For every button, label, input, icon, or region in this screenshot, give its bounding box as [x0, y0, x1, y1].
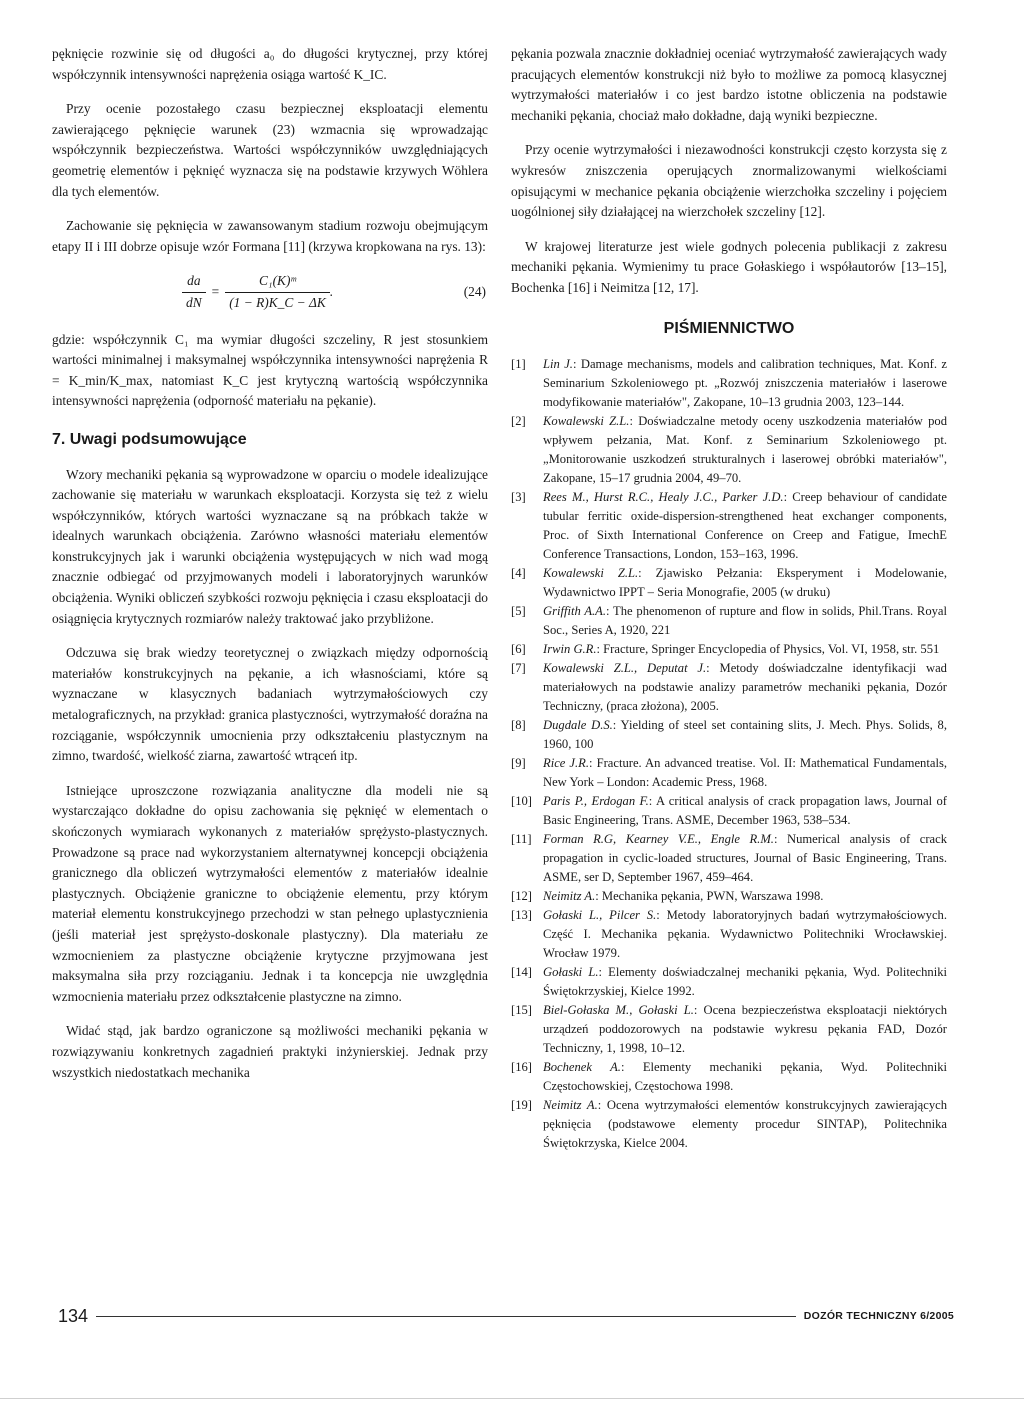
reference-text: [543, 754, 947, 792]
equation-number: (24): [463, 284, 486, 300]
reference-details: : Mechanika pękania, PWN, Warszawa 1998.: [595, 889, 824, 904]
lhs-denominator: dN: [182, 292, 206, 314]
paragraph: gdzie: współczynnik C₁ ma wymiar długości szczeliny, R jest stosunkiem wartości minimalnej i maksymalnej współczynnika intensywności naprężenia R = K_min/K_max, natomiast K_C jest krytyczną wartością współczynnika intensywności naprężenia (odporność materiału na pękanie).: [52, 331, 488, 409]
left-column: [52, 44, 488, 1097]
reference-number: [2]: [511, 414, 526, 429]
reference-details: : Damage mechanisms, models and calibration techniques, Mat. Konf. z Seminarium Szkoleniowego pt. „Rozwój zniszczenia materiałów i laserowe modyfikowanie materiałów", Zakopane, 10–13 grudnia 2003, 123–144.: [543, 357, 947, 410]
paragraph: Istniejące uproszczone rozwiązania analityczne dla modeli nie są wystarczająco dokładne do opisu zachowania się pęknięć w elementach o skończonych wymiarach wykonanych z materiałów sprężysto-plastycznych. Prowadzone są prace nad wykorzystaniem alternatywnej koncepcji obciążenia granicznego dla obliczeń wytrzymałości elementów z materiałów idealnie plastycznych. Obciążenie graniczne to obciążenie elementu, przy którym materiał elementu konstrukcyjnego przechodzi w stan pełnego uplastycznienia (jeśli materiał jest sprężysto-doskonale plastyczny). Dla materiału ze wzmocnieniem za plastyczne obciążenie krytyczne przyjmowana jest maksymalna siła przy rozciąganiu. Jednak i ta koncepcja nie uwzględnia wzmocnienia materiału przez odkształcenie plastyczne na zimno.: [52, 782, 488, 1004]
reference-text: [543, 602, 947, 640]
paragraph: W krajowej literaturze jest wiele godnych polecenia publikacji z zakresu mechaniki pękania. Wymienimy tu prace Gołaskiego i współautorów [13–15], Bochenka [16] i Neimitza [12, 17].: [511, 238, 947, 295]
reference-authors: Biel-Gołaska M., Gołaski L.: [543, 1003, 694, 1018]
reference-number: [6]: [511, 642, 526, 657]
section-heading: 7. Uwagi podsumowujące: [52, 430, 247, 448]
reference-authors: Rice J.R.: [543, 756, 590, 771]
reference-text: [543, 830, 947, 887]
reference-item: [511, 640, 947, 659]
reference-authors: Kowalewski Z.L.: [543, 414, 630, 429]
journal-name: DOZÓR TECHNICZNY 6/2005: [803, 1310, 954, 1322]
reference-number: [10]: [511, 794, 532, 809]
reference-text: [543, 1001, 947, 1058]
reference-authors: Dugdale D.S.: [543, 718, 613, 733]
reference-item: [511, 412, 947, 488]
reference-details: : The phenomenon of rupture and flow in solids, Phil.Trans. Royal Soc., Series A, 1920, 221: [543, 604, 947, 638]
reference-item: [511, 355, 947, 412]
paragraph: Widać stąd, jak bardzo ograniczone są możliwości mechaniki pękania w rozwiązywaniu konkretnych zagadnień praktyki inżynierskiej. Jednak przy wszystkich niedostatkach mechanika: [52, 1023, 488, 1080]
reference-authors: Lin J.: [543, 357, 573, 372]
reference-details: : Metody laboratoryjnych badań wytrzymałościowych. Część I. Mechanika pękania. Wydawnictwo Politechniki Wrocławskiej. Wrocław 1979.: [543, 908, 947, 961]
reference-authors: Kowalewski Z.L.: [543, 566, 639, 581]
reference-authors: Irwin G.R.: [543, 642, 597, 657]
reference-item: [511, 659, 947, 716]
reference-details: : Ocena bezpieczeństwa eksploatacji niektórych urządzeń poddozorowych na podstawie wykresu pękania FAD, Dozór Techniczny, 1, 1998, 10–12.: [543, 1003, 947, 1056]
rhs-fraction: [225, 271, 330, 313]
reference-number: [16]: [511, 1060, 532, 1075]
paragraph: Wzory mechaniki pękania są wyprowadzone w oparciu o modele idealizujące zachowanie się materiału w warunkach eksploatacji. Korzysta się też z wielu współczynników, których wartości wyznaczane są na próbkach także w idealnych warunkach obciążenia. Zarówno własności materiału elementów konstrukcyjnych jak i warunki obciążenia występujących w nich wad mogą znacznie odbiegać od przyjmowanych modeli i laboratoryjnych warunków obciążenia. Wyniki obliczeń szybkości rozwoju pęknięcia i czasu eksploatacji do osiągnięcia krytycznych rozmiarów należy traktować jako przybliżone.: [52, 466, 488, 626]
reference-details: : Ocena wytrzymałości elementów konstrukcyjnych zawierających pęknięcia (podstawowe elementy procedur SINTAP), Politechnika Świętokrzyska, Kielce 2004.: [543, 1098, 947, 1151]
reference-item: [511, 830, 947, 887]
reference-number: [15]: [511, 1003, 532, 1018]
reference-authors: Gołaski L.: [543, 965, 599, 980]
lhs-fraction: [182, 271, 206, 313]
right-column: [511, 44, 947, 1153]
reference-text: [543, 1096, 947, 1153]
reference-authors: Gołaski L., Pilcer S.: [543, 908, 657, 923]
reference-item: [511, 1096, 947, 1153]
paragraph: pęknięcie rozwinie się od długości a₀ do długości krytycznej, przy której współczynnik intensywności naprężenia osiąga wartość K_IC.: [52, 46, 488, 82]
reference-item: [511, 887, 947, 906]
equation-period: .: [329, 284, 334, 300]
reference-number: [8]: [511, 718, 526, 733]
reference-authors: Neimitz A.: [543, 889, 596, 904]
reference-text: [543, 659, 947, 716]
page-edge-line: [0, 1398, 1024, 1399]
reference-text: [543, 564, 947, 602]
paragraph: Zachowanie się pęknięcia w zawansowanym stadium rozwoju obejmującym etapy II i III dobrze opisuje wzór Formana [11] (krzywa kropkowana na rys. 13):: [52, 218, 488, 254]
reference-details: : Creep behaviour of candidate tubular ferritic oxide-dispersion-strengthened heat exchanger components, Proc. of Sixth International Conference on Creep and Fatigue, ImechE Conference Transactions, London, 153–163, 1996.: [543, 490, 947, 562]
footer-rule: [96, 1316, 796, 1317]
reference-number: [3]: [511, 490, 526, 505]
page-number: 134: [58, 1305, 89, 1326]
equation-body: [182, 271, 333, 313]
reference-authors: Griffith A.A.: [543, 604, 607, 619]
reference-text: [543, 640, 947, 659]
paragraph: pękania pozwala znacznie dokładniej oceniać wytrzymałość zawierających wady pracujących elementów konstrukcji niż było to możliwe za pomocą klasycznej wytrzymałości materiałów i co jest bardzo istotne obliczenia na podstawie mechaniki pękania, chociaż mało dokładne, dają wyniki bezpieczne.: [511, 46, 947, 123]
reference-authors: Forman R.G, Kearney V.E., Engle R.M.: [543, 832, 774, 847]
reference-details: : Yielding of steel set containing slits, J. Mech. Phys. Solids, 8, 1960, 100: [543, 718, 947, 752]
reference-details: : Fracture. An advanced treatise. Vol. II: Mathematical Fundamentals, New York – London: Academic Press, 1968.: [543, 756, 947, 790]
reference-number: [9]: [511, 756, 526, 771]
reference-details: : A critical analysis of crack propagation laws, Journal of Basic Engineering, Trans. ASME, December 1963, 538–534.: [543, 794, 947, 828]
reference-text: [543, 963, 947, 1001]
reference-details: : Metody doświadczalne identyfikacji wad materiałowych na podstawie analizy parametrów mechaniki pękania, Dozór Techniczny, (praca złożona), 2005.: [543, 661, 947, 714]
reference-list: [511, 355, 947, 1153]
rhs-denominator: (1 − R)K_C − ΔK: [225, 292, 330, 314]
reference-item: [511, 1058, 947, 1096]
reference-item: [511, 906, 947, 963]
reference-number: [4]: [511, 566, 526, 581]
reference-item: [511, 792, 947, 830]
reference-item: [511, 963, 947, 1001]
reference-text: [543, 716, 947, 754]
reference-authors: Rees M., Hurst R.C., Healy J.C., Parker J.D.: [543, 490, 784, 505]
rhs-numerator: C₁(K)ᵐ: [258, 273, 297, 289]
equation-24: [52, 271, 488, 313]
reference-item: [511, 754, 947, 792]
reference-details: : Elementy doświadczalnej mechaniki pękania, Wyd. Politechniki Świętokrzyskiej, Kielce 1992.: [543, 965, 947, 999]
reference-text: [543, 887, 947, 906]
reference-text: [543, 792, 947, 830]
reference-text: [543, 1058, 947, 1096]
reference-number: [1]: [511, 357, 526, 372]
reference-item: [511, 488, 947, 564]
reference-item: [511, 1001, 947, 1058]
reference-details: : Numerical analysis of crack propagation in cyclic-loaded structures, Journal of Basic Engineering, Trans. ASME, ser D, September 1967, 459–464.: [543, 832, 947, 885]
paragraph: Odczuwa się brak wiedzy teoretycznej o związkach między odpornością materiałów konstrukcyjnych na pękanie, a ich własnościami, które są wyznaczane w klasycznych badaniach wytrzymałościowych czy metalograficznych, na przykład: granica plastyczności, wytrzymałość doraźna na rozciąganie, współczynnik umocnienia przy odkształceniu plastycznym na zimno, twardość, wielkość ziarna, zawartość wtrąceń itp.: [52, 645, 488, 764]
lhs-numerator: da: [187, 273, 201, 289]
reference-text: [543, 488, 947, 564]
reference-authors: Bochenek A.: [543, 1060, 621, 1075]
page-footer: [58, 1304, 954, 1328]
reference-number: [5]: [511, 604, 526, 619]
reference-text: [543, 412, 947, 488]
reference-number: [11]: [511, 832, 532, 847]
reference-text: [543, 906, 947, 963]
equals-sign: =: [211, 284, 220, 300]
reference-details: : Doświadczalne metody oceny uszkodzenia materiałów pod wpływem pełzania, Mat. Konf. z Seminarium Szkoleniowego pt. „Monitorowanie uszkodzeń strukturalnych i laserowej obróbki materiałów", Zakopane, 15–17 grudnia 2004, 49–70.: [543, 414, 947, 486]
reference-details: : Zjawisko Pełzania: Eksperyment i Modelowanie, Wydawnictwo IPPT – Seria Monografie, 2005 (w druku): [543, 566, 947, 600]
reference-text: [543, 355, 947, 412]
reference-item: [511, 716, 947, 754]
paragraph: Przy ocenie pozostałego czasu bezpiecznej eksploatacji elementu zawierającego pęknięcie warunek (23) wzmacnia się wprowadzając współczynnik bezpieczeństwa. Wartości współczynników uwzględniających geometrię elementów i pęknięć wyznacza się na podstawie krzywych Wöhlera dla tych elementów.: [52, 101, 488, 199]
reference-item: [511, 564, 947, 602]
reference-item: [511, 602, 947, 640]
reference-authors: Paris P., Erdogan F.: [543, 794, 649, 809]
reference-number: [12]: [511, 889, 532, 904]
reference-number: [14]: [511, 965, 532, 980]
reference-authors: Kowalewski Z.L., Deputat J.: [543, 661, 707, 676]
reference-details: : Fracture, Springer Encyclopedia of Physics, Vol. VI, 1958, str. 551: [596, 642, 940, 657]
references-heading: PIŚMIENNICTWO: [663, 319, 795, 337]
reference-number: [19]: [511, 1098, 532, 1113]
reference-details: : Elementy mechaniki pękania, Wyd. Politechniki Częstochowskiej, Częstochowa 1998.: [543, 1060, 947, 1094]
reference-number: [13]: [511, 908, 532, 923]
reference-authors: Neimitz A.: [543, 1098, 598, 1113]
reference-number: [7]: [511, 661, 526, 676]
paragraph: Przy ocenie wytrzymałości i niezawodności konstrukcji często korzysta się z wykresów zniszczenia operujących znormalizowanymi wielkościami opisującymi w mechanice pękania obciążenie wierzchołka szczeliny i pojęciem uogólnionej siły działającej na wierzchołek szczeliny [12].: [511, 142, 947, 220]
